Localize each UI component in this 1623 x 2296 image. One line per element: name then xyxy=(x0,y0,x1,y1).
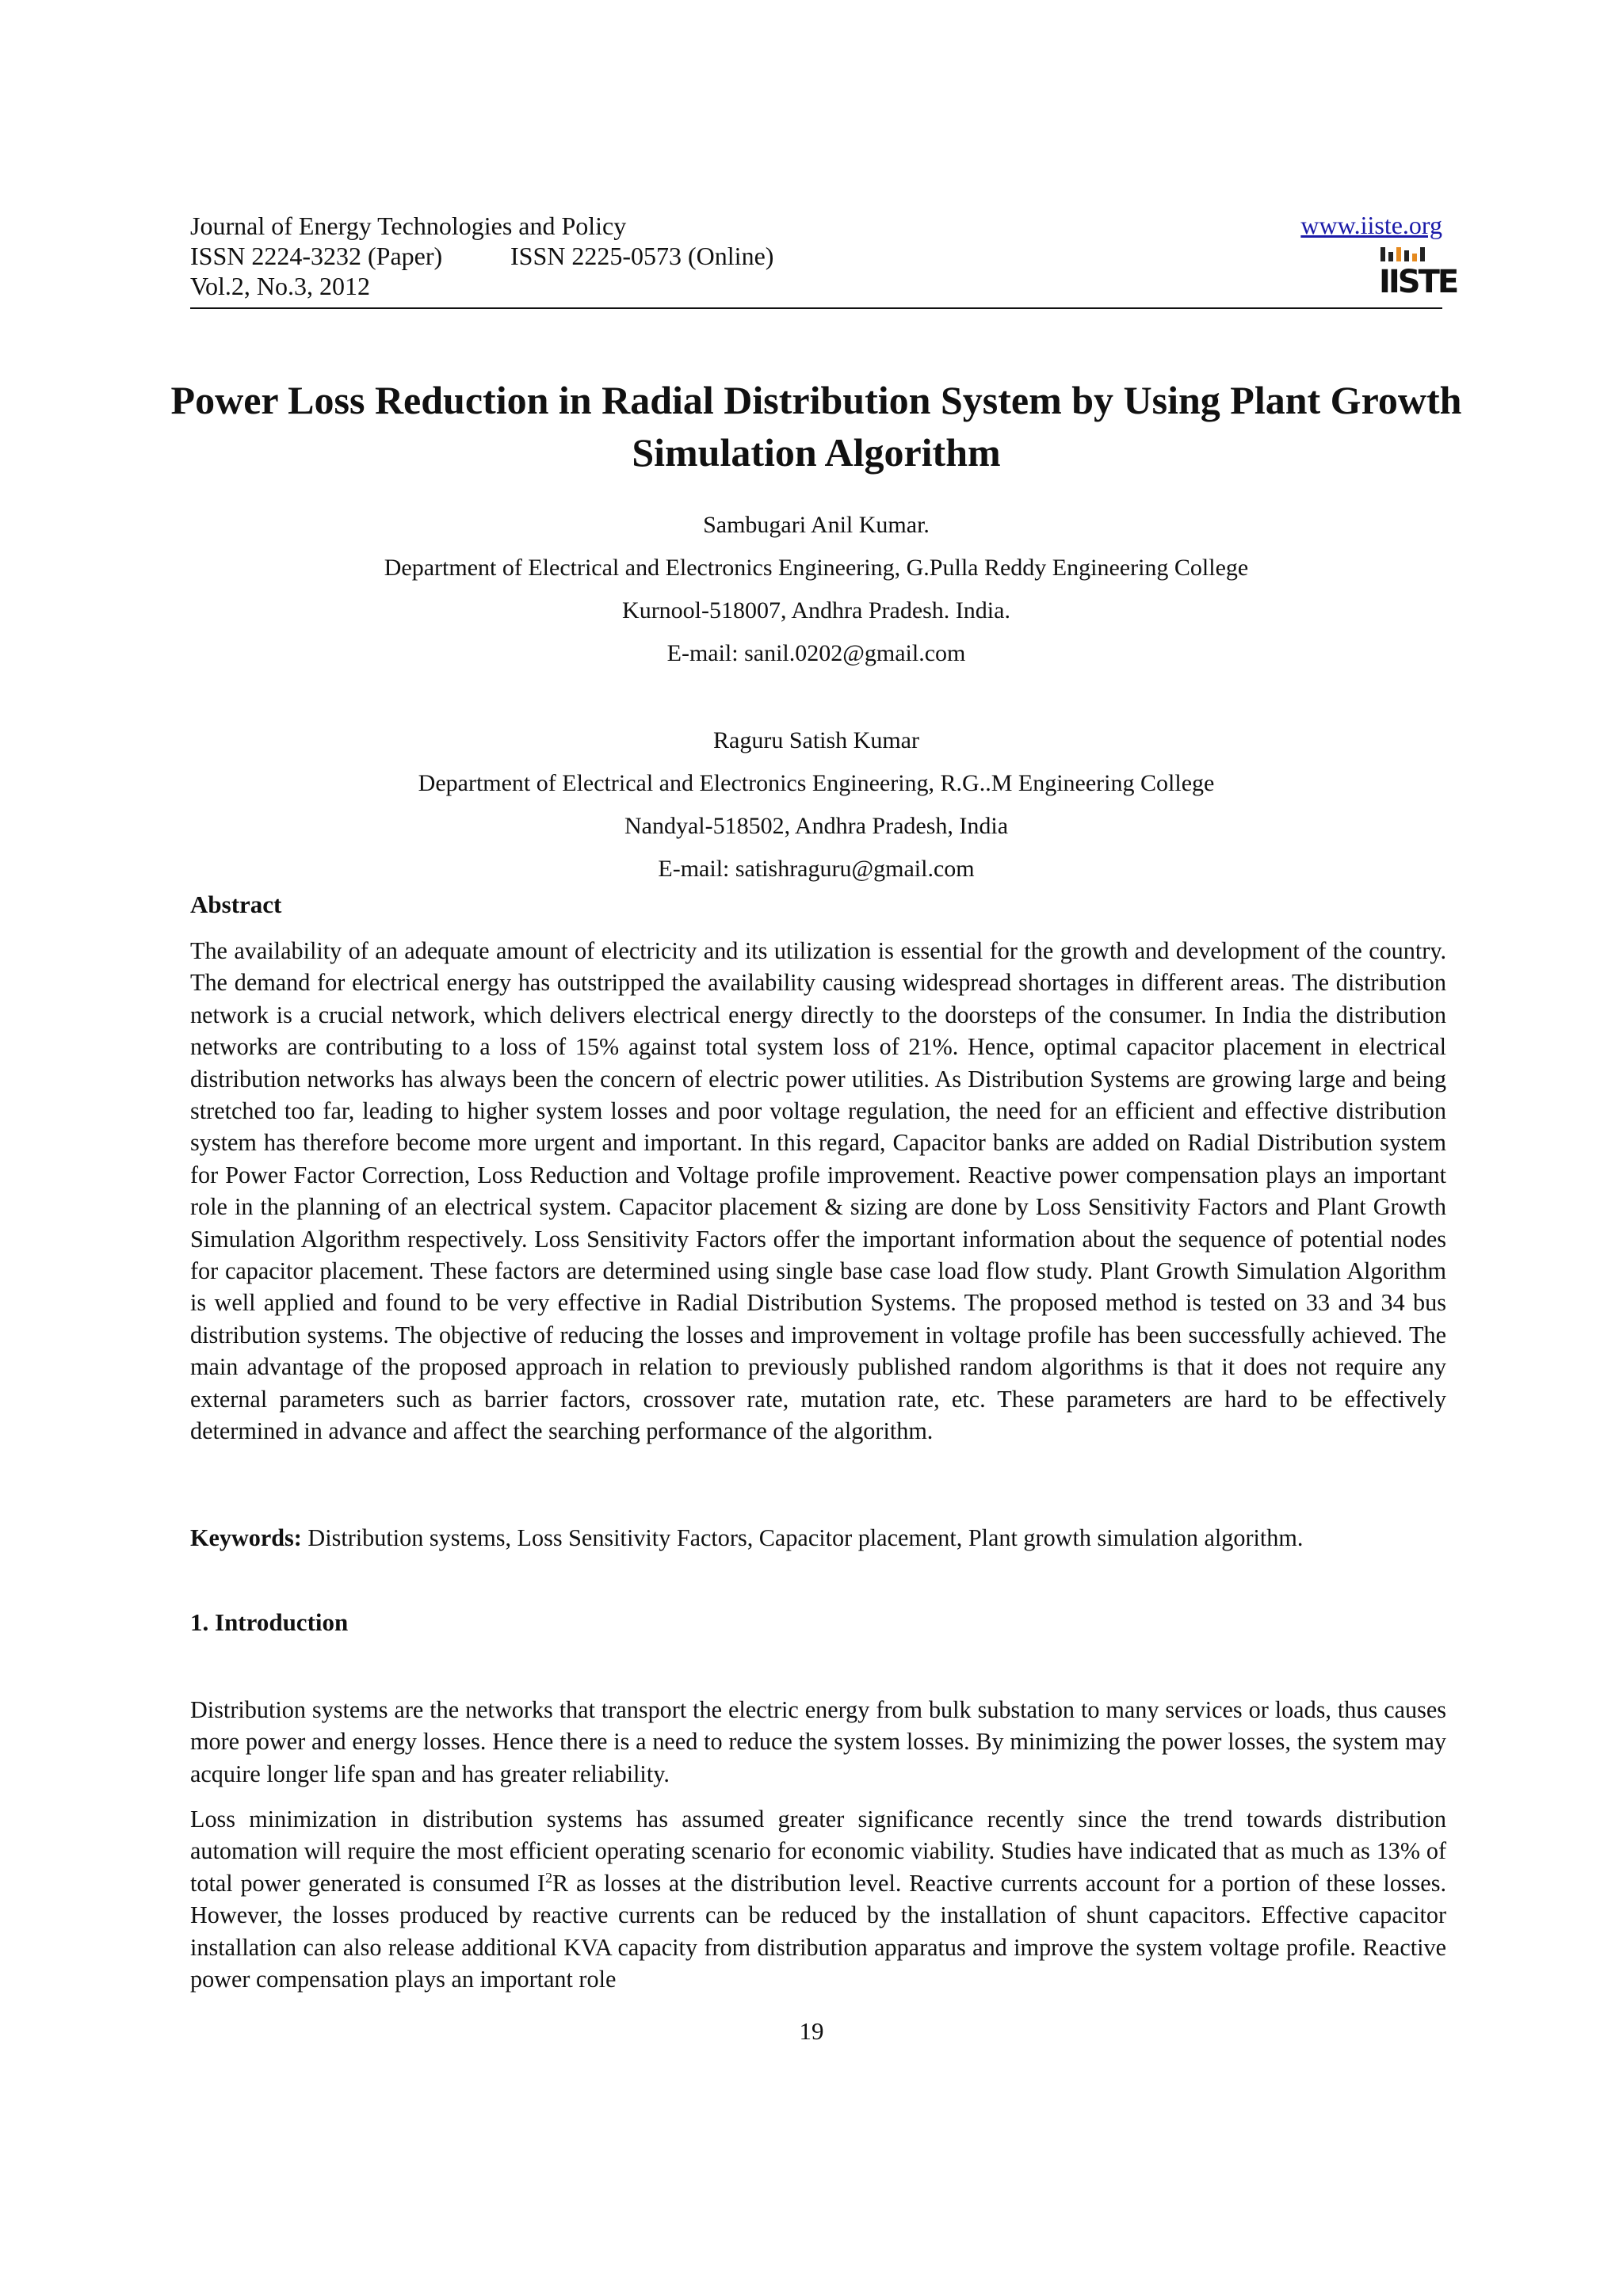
intro-text: R as losses at the distribution level. Reactive currents account for a portion of these losses. However, the losses produced by reactive currents can be reduced by the installation of shunt capacitors. Effective capacitor installation can also release additional KVA capacity from distribution apparatus and improve the system voltage profile. Reactive power compensation plays an important role xyxy=(190,1869,1446,1993)
abstract-text: The availability of an adequate amount of electricity and its utilization is essential for the growth and development of the country. The demand for electrical energy has outstripped the availability causing widespread shortages in different areas. The distribution network is a crucial network, which delivers electrical energy directly to the doorsteps of the consumer. In India the distribution networks are contributing to a loss of 15% against total system loss of 21%. Hence, optimal capacitor placement in electrical distribution networks has always been the concern of electric power utilities. As Distribution Systems are growing large and being stretched too far, leading to higher system losses and poor voltage regulation, the need for an efficient and effective distribution system has therefore become more urgent and important. In this regard, Capacitor banks are added on Radial Distribution system for Power Factor Correction, Loss Reduction and Voltage profile improvement. Reactive power compensation plays an important role in the planning of an electrical system. Capacitor placement & sizing are done by Loss Sensitivity Factors and Plant Growth Simulation Algorithm respectively. Loss Sensitivity Factors offer the important information about the sequence of potential nodes for capacitor placement. These factors are determined using single base case load flow study. Plant Growth Simulation Algorithm is well applied and found to be very effective in Radial Distribution Systems. The proposed method is tested on 33 and 34 bus distribution systems. The objective of reducing the losses and improvement in voltage profile has been successfully achieved. The main advantage of the proposed approach in relation to previously published random algorithms is that it does not require any external parameters such as barrier factors, crossover rate, mutation rate, etc. These parameters are hard to be effectively determined in advance and affect the searching performance of the algorithm. xyxy=(190,937,1446,1445)
page-number: 19 xyxy=(799,2017,824,2045)
author-address: Kurnool-518007, Andhra Pradesh. India. xyxy=(622,597,1010,624)
issn-line xyxy=(190,241,1442,271)
section-heading: 1. Introduction xyxy=(190,1608,349,1636)
keywords-text: Distribution systems, Loss Sensitivity Factors, Capacitor placement, Plant growth simulation algorithm. xyxy=(301,1524,1304,1551)
iiste-logo xyxy=(1379,247,1457,304)
intro-text: Loss minimization in distribution systems has assumed greater significance recently since the trend towards distribution automation will require the most efficient operating scenario for economic viability. Studies have indicated that as much as 13% of total power generated is consumed I xyxy=(190,1806,1446,1897)
superscript: 2 xyxy=(545,1869,553,1886)
abstract-heading: Abstract xyxy=(190,891,282,918)
author-address: Nandyal-518502, Andhra Pradesh, India xyxy=(624,813,1009,839)
author-name: Raguru Satish Kumar xyxy=(713,727,919,753)
keywords-label: Keywords: xyxy=(190,1524,302,1551)
author-email: E-mail: sanil.0202@gmail.com xyxy=(666,640,966,666)
author-block xyxy=(190,504,1442,891)
author-name: Sambugari Anil Kumar. xyxy=(703,512,930,538)
intro-paragraph-1: Distribution systems are the networks that transport the electric energy from bulk substation to many services or loads, thus causes more power and energy losses. Hence there is a need to reduce the system losses. By minimizing the power losses, the system may acquire longer life span and has greater reliability. xyxy=(190,1696,1446,1787)
author-department: Department of Electrical and Electronics Engineering, G.Pulla Reddy Engineering College xyxy=(384,555,1249,581)
author-email: E-mail: satishraguru@gmail.com xyxy=(658,856,975,882)
intro-paragraph-2 xyxy=(190,1803,1446,1995)
logo-wordmark: IISTE xyxy=(1379,264,1457,300)
volume-issue: Vol.2, No.3, 2012 xyxy=(190,272,370,300)
issn-paper: ISSN 2224-3232 (Paper) xyxy=(190,242,443,270)
header-rule xyxy=(190,307,1442,309)
website-link[interactable]: www.iiste.org xyxy=(1300,211,1442,239)
journal-name: Journal of Energy Technologies and Policy xyxy=(190,212,627,240)
issn-online: ISSN 2225-0573 (Online) xyxy=(510,242,774,270)
keywords xyxy=(190,1522,1446,1554)
paper-title: Power Loss Reduction in Radial Distribution System by Using Plant Growth Simulation Algorithm xyxy=(170,378,1462,475)
author-department: Department of Electrical and Electronics Engineering, R.G..M Engineering College xyxy=(418,770,1215,796)
logo-bars-icon xyxy=(1381,247,1425,261)
running-header xyxy=(190,211,1442,301)
